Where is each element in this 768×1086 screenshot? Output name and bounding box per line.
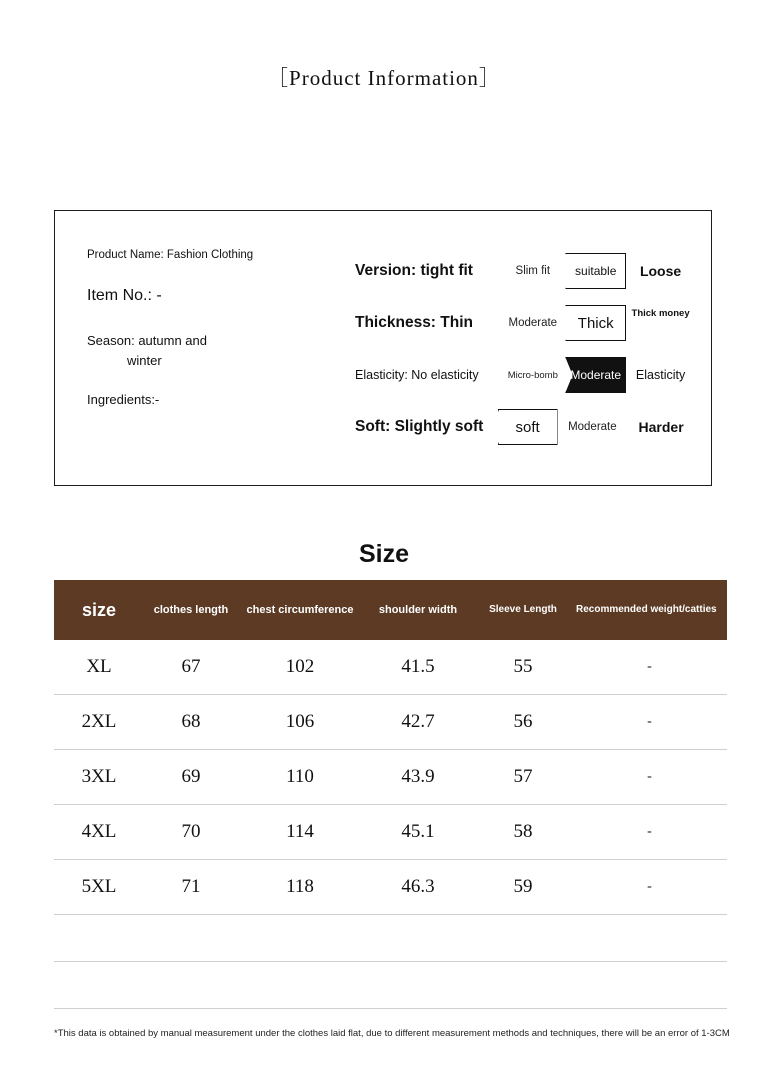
scale-row-thickness [355, 297, 695, 349]
cell-shoulder [362, 962, 474, 1009]
elasticity-label: Elasticity: No elasticity [355, 368, 479, 382]
cell-weight: - [572, 805, 727, 860]
measurement-footnote: *This data is obtained by manual measurement under the clothes laid flat, due to different measurement methods and techniques, there will be an error of 1-3CM [54, 1028, 730, 1039]
cell-weight: - [572, 860, 727, 915]
soft-option-moderate: Moderate [568, 421, 617, 433]
cell-size: 5XL [54, 860, 144, 915]
attribute-scales [355, 245, 695, 453]
column-header-sleeve-length: Sleeve Length [474, 580, 572, 640]
cell-size: XL [54, 640, 144, 695]
thickness-label: Thickness: Thin [355, 314, 473, 331]
column-header-size: size [54, 580, 144, 640]
cell-sleeve [474, 962, 572, 1009]
cell-chest [238, 915, 362, 962]
table-row [54, 750, 727, 805]
version-option-suitable: suitable [575, 264, 617, 278]
cell-clothes-length: 70 [144, 805, 238, 860]
cell-weight: - [572, 640, 727, 695]
column-header-shoulder-width: shoulder width [362, 580, 474, 640]
thickness-option-thick-money: Thick money [631, 308, 690, 319]
cell-sleeve: 57 [474, 750, 572, 805]
cell-shoulder: 45.1 [362, 805, 474, 860]
cell-sleeve: 55 [474, 640, 572, 695]
product-info-left-column [87, 249, 327, 407]
cell-size: 2XL [54, 695, 144, 750]
scale-row-soft [355, 401, 695, 453]
cell-weight [572, 962, 727, 1009]
season-line-2: winter [127, 352, 162, 368]
cell-chest: 110 [238, 750, 362, 805]
cell-clothes-length: 67 [144, 640, 238, 695]
size-section-heading: Size [358, 540, 410, 568]
column-header-recommended-weight: Recommended weight/catties [572, 580, 727, 640]
version-option-loose: Loose [639, 263, 682, 279]
elasticity-selected-marker [565, 357, 626, 393]
cell-sleeve: 58 [474, 805, 572, 860]
cell-shoulder: 43.9 [362, 750, 474, 805]
cell-size [54, 962, 144, 1009]
thickness-selected-marker [565, 305, 626, 341]
table-row [54, 962, 727, 1009]
page-title: ［Product Information］ [267, 66, 501, 90]
cell-shoulder: 42.7 [362, 695, 474, 750]
table-row [54, 805, 727, 860]
thickness-option-moderate: Moderate [508, 317, 558, 329]
soft-label: Soft: Slightly soft [355, 418, 484, 435]
table-row [54, 695, 727, 750]
cell-clothes-length: 71 [144, 860, 238, 915]
cell-shoulder: 46.3 [362, 860, 474, 915]
cell-sleeve: 56 [474, 695, 572, 750]
soft-selected-marker [498, 409, 558, 445]
cell-clothes-length: 69 [144, 750, 238, 805]
ingredients-label: Ingredients:- [87, 392, 160, 407]
item-no-label: Item No.: - [87, 287, 162, 304]
version-selected-marker [565, 253, 626, 289]
season-label [87, 331, 327, 370]
cell-sleeve: 59 [474, 860, 572, 915]
elasticity-option-elasticity: Elasticity [635, 368, 686, 382]
cell-size: 3XL [54, 750, 144, 805]
elasticity-option-micro-bomb: Micro-bomb [507, 369, 558, 381]
thickness-option-thick: Thick [577, 314, 614, 332]
column-header-clothes-length: clothes length [144, 580, 238, 640]
soft-option-harder: Harder [638, 419, 684, 435]
table-row [54, 640, 727, 695]
cell-size [54, 915, 144, 962]
soft-option-soft: soft [515, 418, 540, 436]
table-row [54, 860, 727, 915]
cell-clothes-length [144, 962, 238, 1009]
product-information-box [54, 210, 712, 486]
column-header-chest-circumference: chest circumference [238, 580, 362, 640]
cell-weight: - [572, 695, 727, 750]
cell-shoulder: 41.5 [362, 640, 474, 695]
cell-clothes-length [144, 915, 238, 962]
cell-size: 4XL [54, 805, 144, 860]
cell-chest: 114 [238, 805, 362, 860]
elasticity-option-moderate: Moderate [570, 368, 622, 382]
season-line-1: Season: autumn and [87, 333, 207, 348]
cell-chest [238, 962, 362, 1009]
cell-clothes-length: 68 [144, 695, 238, 750]
version-option-slim: Slim fit [515, 265, 551, 277]
cell-sleeve [474, 915, 572, 962]
cell-chest: 118 [238, 860, 362, 915]
version-label: Version: tight fit [355, 262, 473, 279]
table-row [54, 915, 727, 962]
size-chart-table [54, 580, 727, 1009]
scale-row-version [355, 245, 695, 297]
size-table-header-row [54, 580, 727, 640]
cell-shoulder [362, 915, 474, 962]
scale-row-elasticity [355, 349, 695, 401]
cell-weight: - [572, 750, 727, 805]
product-name-label: Product Name: Fashion Clothing [87, 249, 254, 261]
cell-chest: 106 [238, 695, 362, 750]
cell-chest: 102 [238, 640, 362, 695]
cell-weight [572, 915, 727, 962]
